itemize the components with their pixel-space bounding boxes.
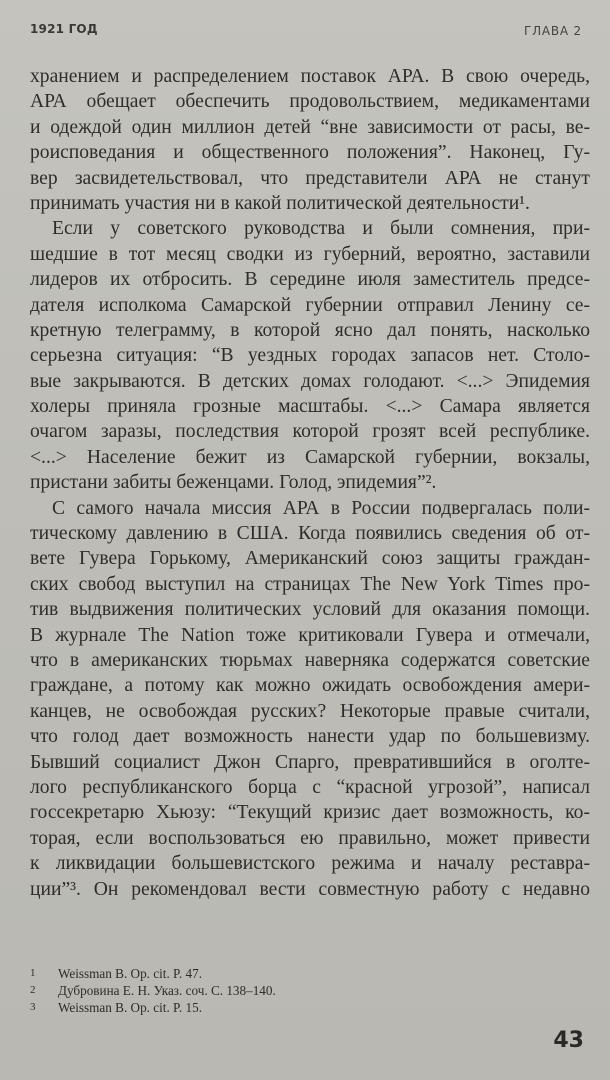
footnote-number: 1 — [30, 967, 36, 979]
text-line: вые закрываются. В детских домах голодают. <...> Эпидемия — [30, 370, 590, 392]
text-line: хранением и распределением поставок АРА. В свою очередь, — [30, 66, 590, 87]
footnote-number: 2 — [30, 984, 36, 996]
text-line: С самого начала миссия АРА в России подвергалась поли- — [52, 497, 590, 519]
text-line: вер засвидетельствовал, что представители АРА не станут — [30, 167, 590, 189]
footnote-number: 3 — [30, 1001, 36, 1013]
text-line: роисповедания и общественного положения”. Наконец, Гу- — [30, 142, 590, 164]
text-line: тив выдвижения политических условий для оказания помощи. — [30, 599, 590, 621]
running-head-chapter: ГЛАВА 2 — [523, 24, 582, 38]
text-line: к ликвидации большевистского режима и началу реставра- — [30, 853, 590, 875]
body-text — [30, 64, 590, 902]
running-head-year: 1921 ГОД — [30, 22, 98, 36]
footnotes — [30, 965, 590, 1016]
footnote-text: Дубровина Е. Н. Указ. соч. С. 138–140. — [58, 983, 276, 998]
text-line: Бывший социалист Джон Спарго, превратившийся в оголте- — [30, 751, 590, 773]
text-line: лого республиканского борца с “красной угрозой”, написал — [30, 776, 590, 798]
footnote — [30, 999, 590, 1016]
text-line: <...> Население бежит из Самарской губернии, вокзалы, — [30, 446, 590, 468]
text-line: что голод дает возможность нанести удар по большевизму. — [30, 726, 590, 748]
text-line: госсекретарю Хьюзу: “Текущий кризис дает возможность, ко- — [30, 802, 590, 824]
text-line: что в американских тюрьмах наверняка содержатся советские — [30, 649, 590, 671]
text-line: и одеждой один миллион детей “вне зависимости от расы, ве- — [30, 116, 590, 138]
text-line: очагом заразы, последствия которой грозят всей республике. — [30, 421, 590, 443]
text-line: тическому давлению в США. Когда появились сведения об от- — [30, 523, 590, 545]
text-line: Если у советского руководства и были сомнения, при- — [52, 218, 590, 240]
text-line: дателя исполкома Самарской губернии отправил Ленину се- — [30, 294, 590, 316]
text-line: торая, если воспользоваться ею правильно, может привести — [30, 827, 590, 849]
text-line: ских свобод выступил на страницах The New York Times про- — [30, 573, 590, 595]
text-line: вете Гувера Горькому, Американский союз защиты граждан- — [30, 548, 590, 570]
page-number: 43 — [553, 1028, 584, 1053]
text-line: пристани забиты беженцами. Голод, эпидемия”². — [30, 472, 437, 494]
text-line: серьезна ситуация: “В уездных городах запасов нет. Столо- — [30, 345, 590, 367]
footnote-text: Weissman B. Op. cit. P. 15. — [58, 1000, 202, 1015]
text-line: лидеров их отбросить. В середине июля заместитель предсе- — [30, 269, 590, 291]
text-line: канцев, не освобождая русских? Некоторые правые считали, — [30, 700, 590, 722]
footnote — [30, 965, 590, 982]
text-line: ции”³. Он рекомендовал вести совместную работу с недавно — [30, 878, 590, 900]
text-line: граждане, а потому как можно ожидать освобождения амери- — [30, 675, 590, 697]
text-line: шедшие в тот месяц сводки из губерний, вероятно, заставили — [30, 243, 590, 265]
text-line: АРА обещает обеспечить продовольствием, медикаментами — [30, 91, 590, 113]
footnote — [30, 982, 590, 999]
text-line: холеры приняла грозные масштабы. <...> Самара является — [30, 396, 590, 418]
text-line: принимать участия ни в какой политической деятельности¹. — [30, 192, 530, 214]
text-line: кретную телеграмму, в которой ясно дал понять, насколько — [30, 319, 590, 341]
footnote-text: Weissman B. Op. cit. P. 47. — [58, 966, 202, 981]
text-line: В журнале The Nation тоже критиковали Гувера и отмечали, — [30, 624, 590, 646]
